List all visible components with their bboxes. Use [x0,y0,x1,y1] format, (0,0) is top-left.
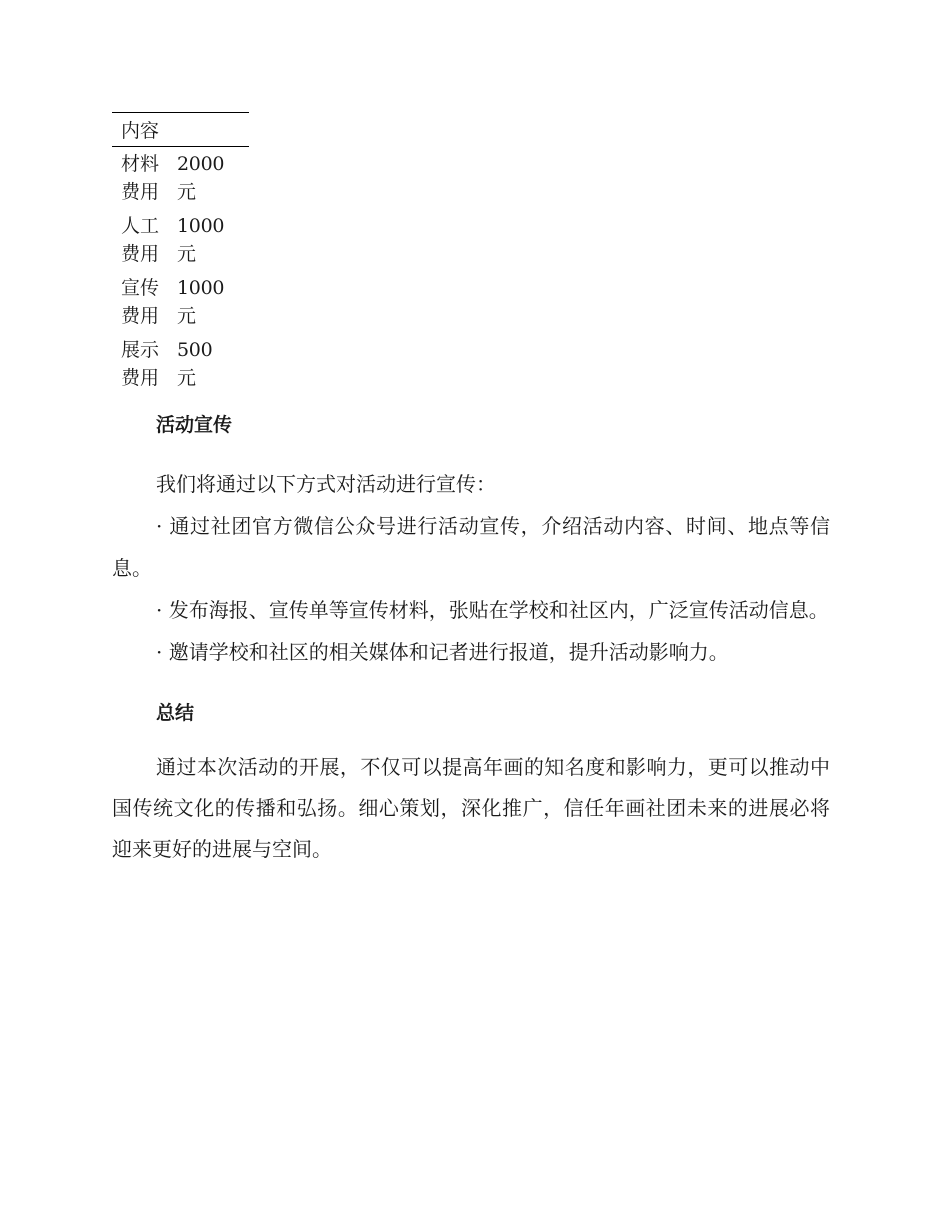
table-cell-amount [177,209,249,271]
table-cell-item [112,209,177,271]
amount-value: 500 [177,339,213,361]
table-row [112,209,249,271]
item-line: 费用 [121,367,160,389]
table-cell-item [112,147,177,210]
table-header-content: 内容 [112,113,249,147]
document-page [112,112,830,870]
amount-unit: 元 [177,367,196,389]
table-cell-item [112,333,177,395]
amount-unit: 元 [177,243,196,265]
amount-value: 1000 [177,215,225,237]
amount-value: 2000 [177,153,225,175]
item-line: 展示 [121,339,160,361]
amount-unit: 元 [177,181,196,203]
amount-value: 1000 [177,277,225,299]
table-row [112,271,249,333]
amount-unit: 元 [177,305,196,327]
table-row [112,147,249,210]
section-heading-summary: 总结 [156,702,195,724]
item-line: 材料 [121,153,160,175]
bullet-item: · 邀请学校和社区的相关媒体和记者进行报道，提升活动影响力。 [156,640,729,664]
table-cell-amount [177,333,249,395]
bullet-item: · 发布海报、宣传单等宣传材料，张贴在学校和社区内，广泛宣传活动信息。 [156,598,829,622]
table-row [112,333,249,395]
item-line: 费用 [121,305,160,327]
budget-table [112,112,249,395]
item-line: 费用 [121,181,160,203]
table-header-row [112,113,249,147]
section-heading-promotion: 活动宣传 [156,414,233,436]
summary-paragraph: 通过本次活动的开展，不仅可以提高年画的知名度和影响力，更可以推动中国传统文化的传播和弘扬。细心策划，深化推广，信任年画社团未来的进展必将迎来更好的进展与空间。 [112,755,830,861]
table-cell-item [112,271,177,333]
bullet-item: · 通过社团官方微信公众号进行活动宣传，介绍活动内容、时间、地点等信息。 [112,514,830,580]
item-line: 人工 [121,215,160,237]
table-cell-amount [177,271,249,333]
item-line: 宣传 [121,277,160,299]
item-line: 费用 [121,243,160,265]
table-cell-amount [177,147,249,210]
promotion-intro: 我们将通过以下方式对活动进行宣传： [156,472,496,496]
